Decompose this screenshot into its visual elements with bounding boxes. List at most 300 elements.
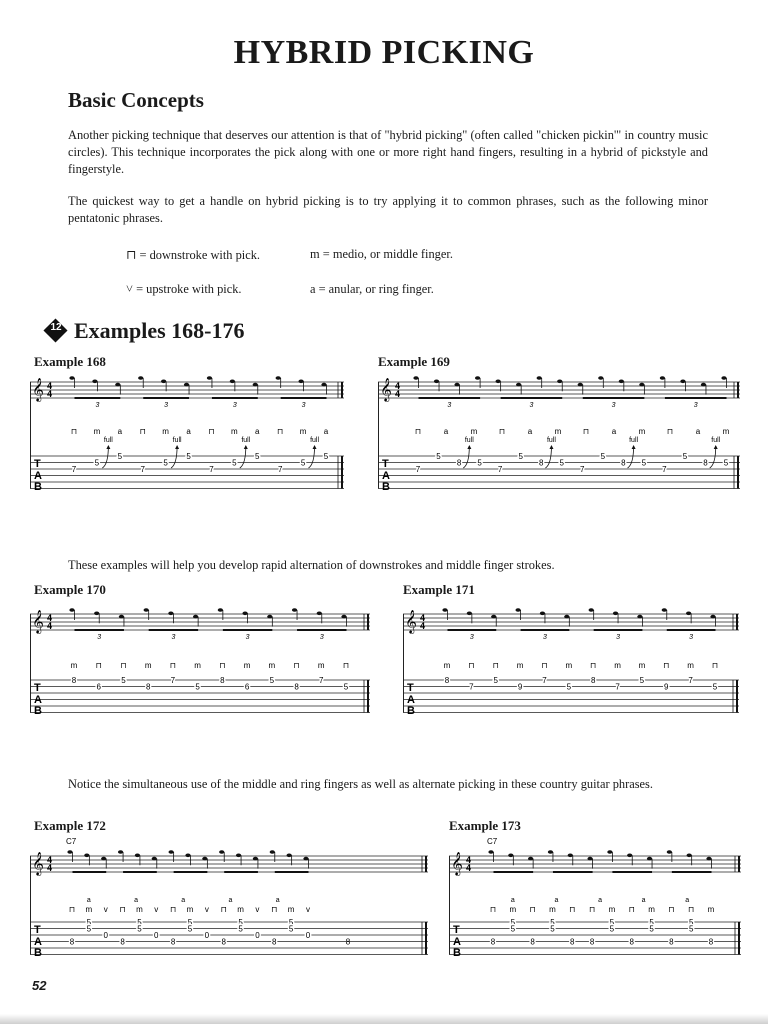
tab-fret-number: 5 (712, 682, 718, 692)
ring-finger-mark: a (134, 897, 139, 904)
picking-mark: m (614, 661, 621, 670)
notehead (667, 850, 672, 854)
picking-mark: v (103, 905, 108, 914)
tab-fret-number: 5 (187, 924, 193, 934)
example-label: Example 172 (34, 818, 106, 833)
tab-fret-number: 7 (497, 465, 503, 474)
tab-fret-number: 7 (71, 465, 77, 474)
notehead (516, 383, 521, 387)
notehead (118, 850, 123, 854)
tab-fret-number: 7 (319, 676, 324, 685)
picking-mark: m (70, 661, 78, 670)
interstitial-text: Notice the simultaneous use of the middle and ring fingers as well as alternate picking in these country guitar phrases. (68, 777, 653, 791)
notehead (637, 615, 642, 619)
picking-mark: ⊓ (663, 661, 670, 670)
time-signature-bottom: 4 (47, 863, 53, 873)
notehead (341, 615, 346, 619)
bend-arrow (102, 446, 108, 468)
tab-fret-number: 5 (639, 676, 645, 685)
tab-letter-b: B (453, 947, 461, 959)
triplet-mark: 3 (689, 634, 694, 641)
picking-mark: ⊓ (95, 661, 102, 670)
tab-fret-number: 6 (96, 682, 101, 692)
picking-mark: m (85, 905, 93, 914)
examples-heading (44, 318, 245, 344)
picking-mark: ⊓ (139, 427, 146, 436)
notehead (515, 608, 520, 612)
intro-paragraph: Another picking technique that deserves our attention is that of "hybrid picking" (often called "chicken pickin'" in country music circles). This technique incorporates the pick along with one or more right hand fingers, resulting in a hybrid of pickstyle and fingerstyle. (68, 128, 708, 176)
picking-mark: ⊓ (70, 427, 78, 436)
legend-downstroke: ⊓ = downstroke with pick. (126, 248, 261, 262)
tab-fret-number: 8 (530, 937, 535, 947)
tab-fret-number: 5 (269, 676, 275, 685)
example-168-notation (30, 370, 344, 500)
notehead (710, 615, 715, 619)
picking-mark: ⊓ (711, 661, 719, 670)
page-number: 52 (32, 978, 47, 993)
time-signature-top: 4 (47, 381, 53, 391)
picking-mark: m (687, 661, 694, 670)
picking-mark: ⊓ (414, 427, 422, 436)
picking-mark: m (565, 661, 573, 670)
tab-fret-number: 8 (703, 458, 708, 468)
example-172-notation (30, 832, 428, 962)
tab-fret-number: 8 (708, 937, 714, 947)
picking-mark: ⊓ (582, 427, 590, 436)
section-heading: Basic Concepts (68, 88, 204, 112)
tab-fret-number: 8 (669, 937, 674, 947)
triplet-mark: 3 (447, 402, 452, 409)
tab-letter-a: A (34, 470, 42, 482)
picking-mark: a (117, 427, 123, 436)
tab-letter-t: T (382, 458, 389, 470)
tab-fret-number: 5 (121, 676, 126, 685)
notehead (528, 857, 533, 861)
tab-fret-number: 5 (232, 458, 237, 468)
picking-mark: ⊓ (219, 661, 226, 670)
tab-fret-number: 8 (170, 937, 176, 947)
tab-fret-number: 7 (140, 465, 145, 474)
picking-mark: ⊓ (208, 427, 215, 436)
tab-fret-number: 7 (209, 465, 214, 474)
tab-fret-number: 5 (195, 682, 200, 692)
notehead (253, 383, 258, 387)
ring-finger-mark: a (510, 897, 515, 904)
tab-letter-a: A (407, 694, 415, 706)
tab-fret-number: 8 (294, 682, 299, 692)
picking-mark: ⊓ (628, 905, 635, 914)
tab-fret-number: 5 (688, 924, 694, 934)
chord-symbol: C7 (66, 837, 77, 846)
tab-fret-number: 5 (436, 452, 441, 461)
tab-fret-number: 8 (621, 458, 626, 468)
bend-label: full (103, 437, 113, 444)
picking-mark: m (470, 427, 478, 436)
notehead (69, 608, 74, 612)
notehead (185, 854, 190, 858)
tab-fret-number: 5 (688, 918, 694, 927)
bend-label: full (310, 437, 320, 444)
picking-mark: ⊓ (666, 427, 674, 436)
notehead (292, 608, 297, 612)
treble-clef: 𝄞 (32, 611, 44, 633)
notehead (67, 850, 72, 854)
notehead (598, 376, 603, 380)
notehead (207, 376, 212, 380)
interstitial-text: These examples will help you develop rapid alternation of downstrokes and middle finger strokes. (68, 558, 555, 572)
picking-mark: v (204, 905, 209, 914)
tab-fret-number: 7 (662, 465, 667, 474)
tab-fret-number: 5 (682, 452, 688, 461)
tab-fret-number: 5 (649, 918, 654, 927)
notehead (413, 376, 418, 380)
notehead (442, 608, 447, 612)
tab-fret-number: 5 (477, 458, 482, 468)
picking-mark: ⊓ (529, 905, 536, 914)
triplet-mark: 3 (693, 402, 698, 409)
notehead (230, 380, 235, 384)
picking-mark: a (186, 427, 191, 436)
time-signature-bottom: 4 (395, 389, 401, 399)
picking-mark: ⊓ (277, 427, 284, 436)
notehead (169, 850, 174, 854)
picking-mark: a (443, 427, 449, 436)
bend-arrowhead (549, 445, 553, 449)
tab-fret-number: 7 (469, 682, 474, 692)
tab-fret-number: 8 (221, 937, 226, 947)
picking-mark: m (237, 905, 244, 914)
tab-fret-number: 5 (550, 924, 555, 934)
bend-arrow (171, 446, 177, 468)
treble-clef: 𝄞 (32, 379, 44, 401)
tab-fret-number: 5 (255, 452, 260, 461)
notehead (270, 850, 275, 854)
notehead (236, 854, 241, 858)
bend-arrowhead (467, 445, 471, 449)
notehead (496, 380, 501, 384)
notehead (686, 612, 691, 616)
ring-finger-mark: a (181, 897, 186, 904)
notehead (475, 376, 480, 380)
picking-mark: m (136, 905, 143, 914)
picking-mark: a (695, 427, 701, 436)
time-signature-top: 4 (47, 613, 53, 623)
notehead (701, 383, 706, 387)
picking-mark: m (549, 905, 556, 914)
tab-fret-number: 8 (145, 682, 151, 692)
triplet-mark: 3 (529, 402, 534, 409)
treble-clef: 𝄞 (32, 853, 44, 875)
tab-letter-t: T (34, 682, 41, 694)
picking-mark: ⊓ (271, 905, 278, 914)
legend-medio: m = medio, or middle finger. (310, 247, 453, 261)
picking-mark: ⊓ (668, 905, 675, 914)
notehead (168, 612, 173, 616)
tab-fret-number: 7 (615, 682, 620, 692)
picking-mark: ⊓ (588, 905, 596, 914)
picking-mark: v (306, 905, 310, 914)
tab-fret-number: 9 (517, 682, 523, 692)
bottom-edge-shading (0, 1014, 768, 1024)
second-paragraph: The quickest way to get a handle on hybrid picking is to try applying it to common phrases, such as the following minor pentatonic phrases. (68, 194, 708, 225)
notehead (321, 383, 326, 387)
notehead (119, 615, 124, 619)
tab-letter-a: A (34, 936, 42, 948)
notehead (135, 854, 140, 858)
tab-fret-number: 7 (277, 465, 283, 474)
tab-letter-b: B (382, 481, 390, 493)
notehead (578, 383, 583, 387)
picking-mark: a (255, 427, 260, 436)
tab-fret-number: 5 (163, 458, 168, 468)
tab-fret-number: 8 (444, 676, 450, 685)
notehead (721, 376, 726, 380)
notehead (303, 857, 308, 861)
bend-label: full (241, 437, 251, 444)
bend-arrowhead (106, 445, 110, 449)
tab-letter-b: B (34, 947, 42, 959)
notehead (276, 376, 281, 380)
notehead (317, 612, 322, 616)
picking-mark: a (323, 427, 329, 436)
time-signature-bottom: 4 (420, 621, 426, 631)
ring-finger-mark: a (641, 897, 646, 904)
notehead (587, 857, 592, 861)
example-173-notation (449, 832, 741, 962)
picking-mark: m (638, 661, 646, 670)
notehead (537, 376, 542, 380)
tab-fret-number: 5 (609, 918, 615, 927)
notehead (627, 854, 632, 858)
picking-mark: ⊓ (170, 905, 177, 914)
triplet-mark: 3 (245, 634, 250, 641)
time-signature-bottom: 4 (466, 863, 472, 873)
picking-mark: m (638, 427, 646, 436)
picking-mark: a (611, 427, 617, 436)
example-170-notation (30, 600, 370, 724)
tab-fret-number: 0 (103, 931, 108, 940)
bend-label: full (711, 437, 721, 444)
tab-fret-number: 5 (343, 682, 349, 692)
tab-fret-number: 7 (688, 676, 693, 685)
triplet-mark: 3 (543, 634, 547, 641)
ring-finger-mark: a (86, 897, 91, 904)
bend-arrowhead (632, 445, 636, 449)
tab-fret-number: 8 (629, 937, 634, 947)
notehead (680, 380, 685, 384)
notehead (184, 383, 189, 387)
tab-fret-number: 7 (580, 465, 585, 474)
tab-letter-b: B (407, 705, 415, 717)
triplet-mark: 3 (616, 634, 620, 641)
picking-mark: m (317, 661, 325, 670)
tab-fret-number: 5 (86, 924, 92, 934)
tab-fret-number: 5 (510, 918, 516, 927)
notehead (557, 380, 562, 384)
notehead (613, 612, 618, 616)
picking-mark: ⊓ (688, 905, 695, 914)
notehead (488, 850, 493, 854)
tab-fret-number: 0 (204, 931, 210, 940)
tab-fret-number: 5 (559, 458, 564, 468)
bend-arrowhead (714, 445, 718, 449)
triplet-mark: 3 (232, 402, 237, 409)
bend-arrow (710, 446, 716, 468)
tab-fret-number: 8 (490, 937, 496, 947)
notehead (568, 854, 573, 858)
notehead (706, 857, 711, 861)
notehead (161, 380, 166, 384)
picking-mark: m (608, 905, 616, 914)
ring-finger-mark: a (228, 897, 233, 904)
notehead (152, 857, 157, 861)
tab-fret-number: 5 (137, 918, 142, 927)
example-label: Example 170 (34, 582, 106, 597)
ring-finger-mark: a (554, 897, 559, 904)
picking-mark: ⊓ (498, 427, 506, 436)
bend-arrowhead (313, 445, 317, 449)
tab-fret-number: 5 (187, 918, 193, 927)
notehead (548, 850, 553, 854)
tab-letter-b: B (34, 705, 42, 717)
tab-fret-number: 5 (550, 918, 555, 927)
tab-fret-number: 6 (244, 682, 250, 692)
picking-mark: ⊓ (492, 661, 499, 670)
picking-mark: ⊓ (119, 905, 126, 914)
tab-fret-number: 5 (288, 918, 294, 927)
picking-mark: ⊓ (68, 905, 76, 914)
tab-letter-t: T (34, 458, 41, 470)
notehead (115, 383, 120, 387)
notehead (660, 376, 665, 380)
picking-mark: m (554, 427, 562, 436)
notehead (298, 380, 303, 384)
tab-fret-number: 5 (238, 924, 243, 934)
picking-mark: v (154, 905, 159, 914)
tab-fret-number: 8 (589, 937, 595, 947)
picking-mark: ⊓ (569, 905, 576, 914)
example-171-notation (403, 600, 739, 724)
triplet-mark: 3 (301, 402, 306, 409)
tab-letter-t: T (34, 924, 41, 936)
tab-fret-number: 5 (323, 452, 329, 461)
notehead (687, 854, 692, 858)
ring-finger-mark: a (685, 897, 690, 904)
tab-letter-b: B (34, 481, 42, 493)
tab-letter-a: A (34, 694, 42, 706)
picking-mark: m (648, 905, 655, 914)
tab-letter-a: A (382, 470, 390, 482)
notehead (242, 612, 247, 616)
tab-fret-number: 8 (71, 676, 77, 685)
notehead (287, 854, 292, 858)
picking-mark: m (231, 427, 238, 436)
tab-fret-number: 8 (570, 937, 575, 947)
tab-fret-number: 5 (493, 676, 498, 685)
notehead (219, 850, 224, 854)
picking-mark: m (144, 661, 152, 670)
picking-mark: ⊓ (293, 661, 300, 670)
picking-mark: m (186, 905, 194, 914)
notehead (94, 612, 99, 616)
notehead (607, 850, 612, 854)
bend-arrow (628, 446, 634, 468)
picking-mark: m (162, 427, 169, 436)
picking-mark: m (516, 661, 524, 670)
picking-mark: m (194, 661, 201, 670)
tab-fret-number: 5 (94, 458, 100, 468)
tab-fret-number: 5 (117, 452, 123, 461)
tab-fret-number: 5 (86, 918, 92, 927)
picking-mark: ⊓ (120, 661, 127, 670)
notehead (619, 380, 624, 384)
tab-fret-number: 5 (300, 458, 306, 468)
ring-finger-mark: a (275, 897, 280, 904)
picking-mark: a (527, 427, 533, 436)
triplet-mark: 3 (95, 402, 100, 409)
bend-label: full (546, 437, 556, 444)
tab-fret-number: 5 (510, 924, 516, 934)
tab-fret-number: 8 (456, 458, 462, 468)
picking-mark: m (509, 905, 517, 914)
picking-mark: ⊓ (220, 905, 227, 914)
tab-fret-number: 9 (664, 682, 669, 692)
picking-mark: ⊓ (541, 661, 548, 670)
picking-mark: m (93, 427, 101, 436)
tab-letter-t: T (407, 682, 414, 694)
tab-fret-number: 5 (649, 924, 654, 934)
track-number: 12 (50, 322, 62, 333)
tab-fret-number: 5 (238, 918, 243, 927)
tab-fret-number: 0 (154, 931, 159, 940)
chord-symbol: C7 (487, 837, 498, 846)
picking-mark: m (443, 661, 451, 670)
tab-letter-a: A (453, 936, 461, 948)
picking-mark: m (299, 427, 307, 436)
notehead (662, 608, 667, 612)
picking-mark: ⊓ (590, 661, 597, 670)
triplet-mark: 3 (97, 634, 102, 641)
time-signature-top: 4 (395, 381, 401, 391)
tab-fret-number: 5 (566, 682, 572, 692)
triplet-mark: 3 (171, 634, 176, 641)
notehead (69, 376, 74, 380)
bend-arrowhead (175, 445, 179, 449)
example-label: Example 169 (378, 354, 450, 369)
notehead (540, 612, 545, 616)
bend-arrow (309, 446, 315, 468)
notehead (647, 857, 652, 861)
notehead (434, 380, 439, 384)
time-signature-top: 4 (466, 855, 472, 865)
triplet-mark: 3 (319, 634, 324, 641)
notehead (564, 615, 569, 619)
notehead (508, 854, 513, 858)
notehead (639, 383, 644, 387)
tab-fret-number: 5 (288, 924, 294, 934)
triplet-mark: 3 (164, 402, 169, 409)
notehead (253, 857, 258, 861)
examples-heading-text: Examples 168-176 (74, 318, 245, 343)
picking-mark: v (255, 905, 260, 914)
bend-arrow (240, 446, 246, 468)
treble-clef: 𝄞 (405, 611, 417, 633)
tab-fret-number: 7 (415, 465, 421, 474)
picking-mark: m (243, 661, 251, 670)
notehead (202, 857, 207, 861)
notehead (218, 608, 223, 612)
notehead (589, 608, 594, 612)
